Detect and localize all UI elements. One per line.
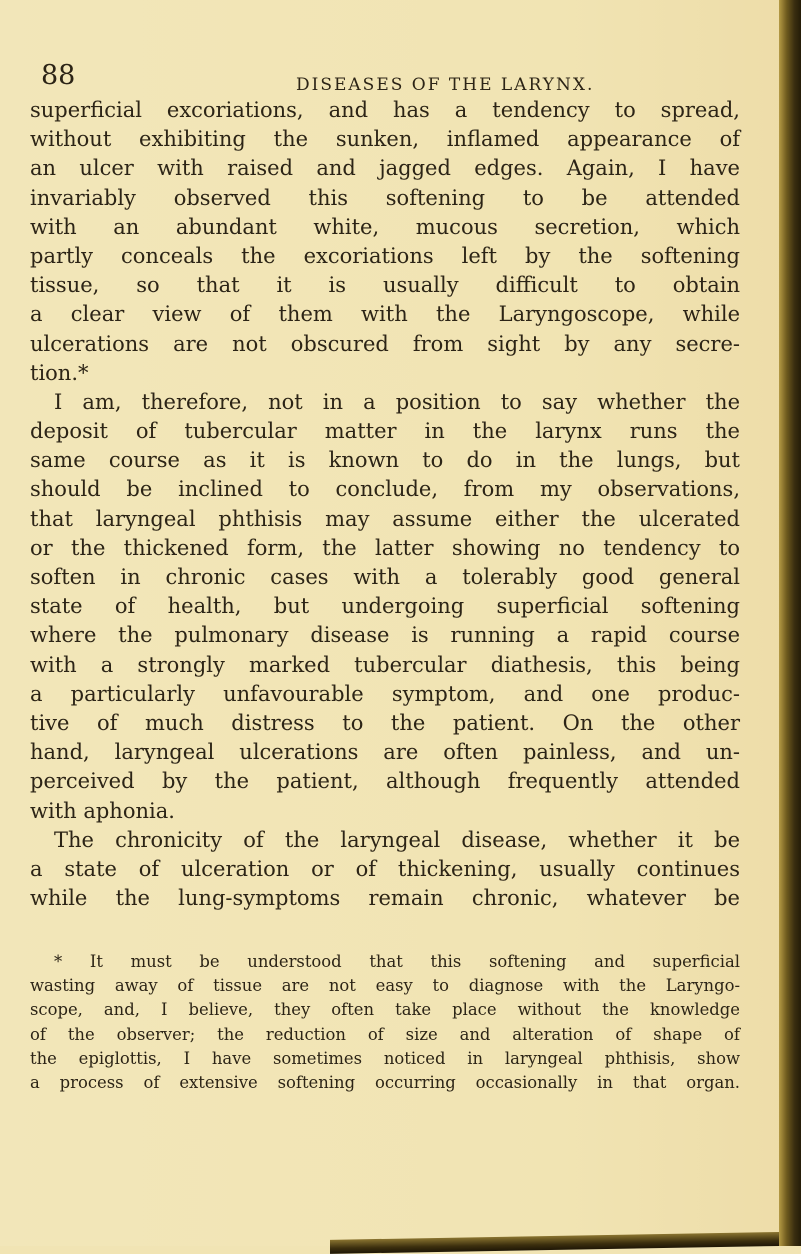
text-line: with aphonia.	[30, 798, 175, 823]
text-line: tissue, so that it is usually difficult to obtain	[30, 273, 740, 298]
text-line: where the pulmonary disease is running a rapid course	[30, 623, 740, 648]
text-line: tive of much distress to the patient. On the other	[30, 710, 740, 735]
text-line: invariably observed this softening to be attended	[30, 185, 740, 210]
text-line: deposit of tubercular matter in the larynx runs the	[30, 419, 740, 444]
text-line: perceived by the patient, although frequently attended	[30, 769, 740, 794]
footnote-line: the epiglottis, I have sometimes noticed in laryngeal phthisis, show	[30, 1048, 740, 1068]
footnote	[30, 950, 740, 1095]
text-line: a state of ulceration or of thickening, usually continues	[30, 856, 740, 881]
text-line: tion.*	[30, 360, 89, 385]
footnote-line: * It must be understood that this softening and superficial	[54, 952, 740, 971]
text-line: soften in chronic cases with a tolerably good general	[30, 565, 740, 589]
page-bottom-shadow	[330, 1232, 779, 1254]
text-line: while the lung-symptoms remain chronic, whatever be	[30, 886, 740, 911]
text-line: without exhibiting the sunken, inflamed appearance of	[30, 127, 740, 152]
text-line: hand, laryngeal ulcerations are often painless, and un-	[30, 740, 740, 765]
text-line: with an abundant white, mucous secretion, which	[30, 214, 740, 239]
text-line: with a strongly marked tubercular diathesis, this being	[30, 652, 740, 677]
text-line: or the thickened form, the latter showing no tendency to	[30, 535, 740, 560]
text-line: The chronicity of the laryngeal disease, whether it be	[54, 827, 740, 852]
text-line: ulcerations are not obscured from sight by any secre-	[30, 331, 740, 356]
text-line: same course as it is known to do in the lungs, but	[30, 448, 740, 473]
footnote-line: scope, and, I believe, they often take place without the knowledge	[30, 1000, 740, 1020]
text-line: a particularly unfavourable symptom, and one produc-	[30, 681, 740, 706]
text-line: an ulcer with raised and jagged edges. Again, I have	[30, 156, 740, 181]
footnote-line: wasting away of tissue are not easy to diagnose with the Laryngo-	[30, 976, 740, 996]
text-line: partly conceals the excoriations left by the softening	[30, 243, 740, 268]
text-line: should be inclined to conclude, from my observations,	[30, 477, 740, 502]
text-line: I am, therefore, not in a position to say whether the	[54, 389, 740, 414]
body-text	[30, 96, 740, 913]
text-line: superficial excoriations, and has a tendency to spread,	[30, 98, 740, 122]
running-head: DISEASES OF THE LARYNX.	[296, 75, 595, 95]
text-line: a clear view of them with the Laryngoscope, while	[30, 302, 740, 327]
text-line: that laryngeal phthisis may assume either the ulcerated	[30, 506, 740, 531]
page-number: 88	[41, 60, 76, 91]
text-line: state of health, but undergoing superficial softening	[30, 594, 740, 619]
footnote-line: a process of extensive softening occurring occasionally in that organ.	[30, 1072, 740, 1092]
page-edge-shadow	[779, 0, 801, 1246]
footnote-line: of the observer; the reduction of size and alteration of shape of	[30, 1024, 740, 1044]
